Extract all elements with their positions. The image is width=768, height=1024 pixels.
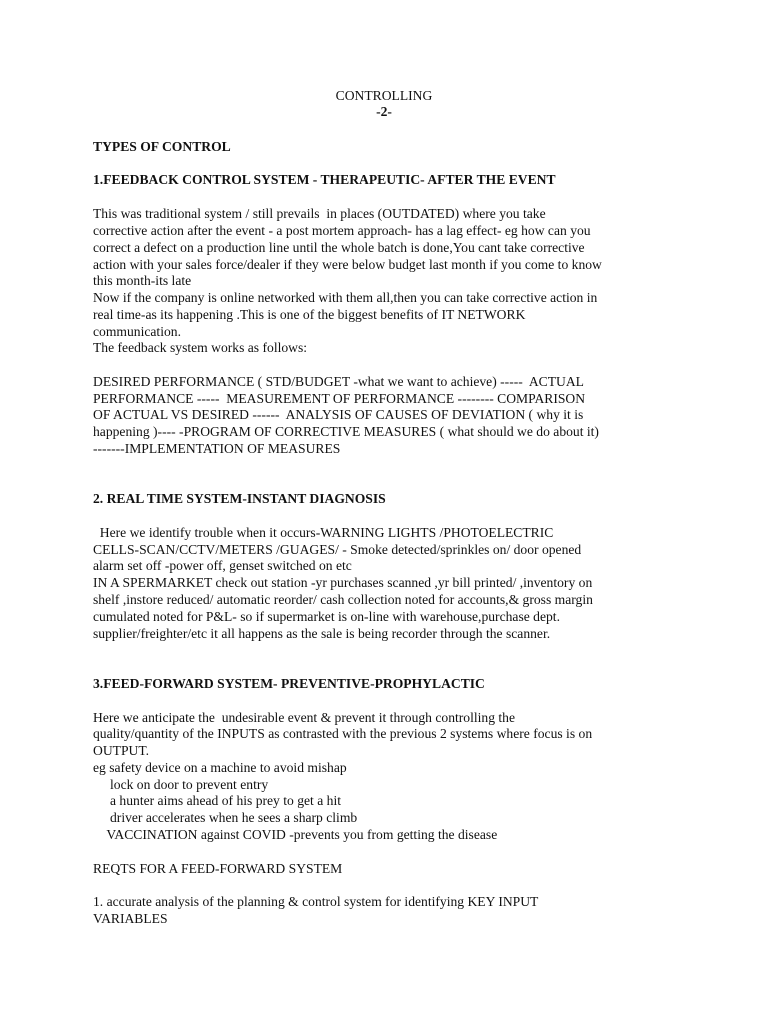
reqts-line: VARIABLES — [93, 911, 168, 926]
feedback-flow-line: -------IMPLEMENTATION OF MEASURES — [93, 441, 341, 456]
section-1-line: Now if the company is online networked with them all,then you can take corrective action in — [93, 290, 598, 305]
section-2-line: supplier/freighter/etc it all happens as the sale is being recorder through the scanner. — [93, 626, 551, 641]
example-line: driver accelerates when he sees a sharp climb — [93, 810, 358, 825]
reqts-heading: REQTS FOR A FEED-FORWARD SYSTEM — [93, 861, 343, 876]
section-3-line: quality/quantity of the INPUTS as contrasted with the previous 2 systems where focus is on — [93, 726, 593, 741]
section-1-line: This was traditional system / still prevails in places (OUTDATED) where you take — [93, 206, 546, 221]
section-1-line: corrective action after the event - a post mortem approach- has a lag effect- eg how can you — [93, 223, 591, 238]
feedback-flow-line: OF ACTUAL VS DESIRED ------ ANALYSIS OF CAUSES OF DEVIATION ( why it is — [93, 407, 584, 422]
section-2-line: IN A SPERMARKET check out station -yr purchases scanned ,yr bill printed/ ,inventory on — [93, 575, 593, 590]
document-title: CONTROLLING — [335, 88, 433, 103]
section-3-heading: 3.FEED-FORWARD SYSTEM- PREVENTIVE-PROPHYLACTIC — [93, 676, 485, 691]
example-line: a hunter aims ahead of his prey to get a hit — [93, 793, 342, 808]
section-2-line: alarm set off -power off, genset switched on etc — [93, 558, 352, 573]
section-1-line: real time-as its happening .This is one of the biggest benefits of IT NETWORK — [93, 307, 526, 322]
feedback-flow-line: PERFORMANCE ----- MEASUREMENT OF PERFORMANCE -------- COMPARISON — [93, 391, 586, 406]
section-1-line: action with your sales force/dealer if they were below budget last month if you come to know — [93, 257, 602, 272]
example-line: VACCINATION against COVID -prevents you from getting the disease — [93, 827, 498, 842]
section-2-line: CELLS-SCAN/CCTV/METERS /GUAGES/ - Smoke detected/sprinkles on/ door opened — [93, 542, 582, 557]
section-2-line: Here we identify trouble when it occurs-WARNING LIGHTS /PHOTOELECTRIC — [93, 525, 554, 540]
example-line: lock on door to prevent entry — [93, 777, 269, 792]
reqts-line: 1. accurate analysis of the planning & control system for identifying KEY INPUT — [93, 894, 539, 909]
section-1-line: communication. — [93, 324, 181, 339]
feedback-flow-line: happening )---- -PROGRAM OF CORRECTIVE MEASURES ( what should we do about it) — [93, 424, 599, 439]
example-line: eg safety device on a machine to avoid mishap — [93, 760, 347, 775]
page-number: -2- — [376, 104, 392, 119]
section-2-heading: 2. REAL TIME SYSTEM-INSTANT DIAGNOSIS — [93, 491, 386, 506]
types-heading: TYPES OF CONTROL — [93, 139, 231, 154]
section-1-line: The feedback system works as follows: — [93, 340, 308, 355]
section-2-line: shelf ,instore reduced/ automatic reorder/ cash collection noted for accounts,& gross margin — [93, 592, 593, 607]
section-2-line: cumulated noted for P&L- so if supermarket is on-line with warehouse,purchase dept. — [93, 609, 560, 624]
section-3-line: OUTPUT. — [93, 743, 150, 758]
section-1-heading: 1.FEEDBACK CONTROL SYSTEM - THERAPEUTIC- AFTER THE EVENT — [93, 172, 556, 187]
feedback-flow-line: DESIRED PERFORMANCE ( STD/BUDGET -what we want to achieve) ----- ACTUAL — [93, 374, 584, 389]
section-3-line: Here we anticipate the undesirable event & prevent it through controlling the — [93, 710, 516, 725]
section-1-line: correct a defect on a production line until the whole batch is done,You cant take corrective — [93, 240, 585, 255]
section-1-line: this month-its late — [93, 273, 192, 288]
